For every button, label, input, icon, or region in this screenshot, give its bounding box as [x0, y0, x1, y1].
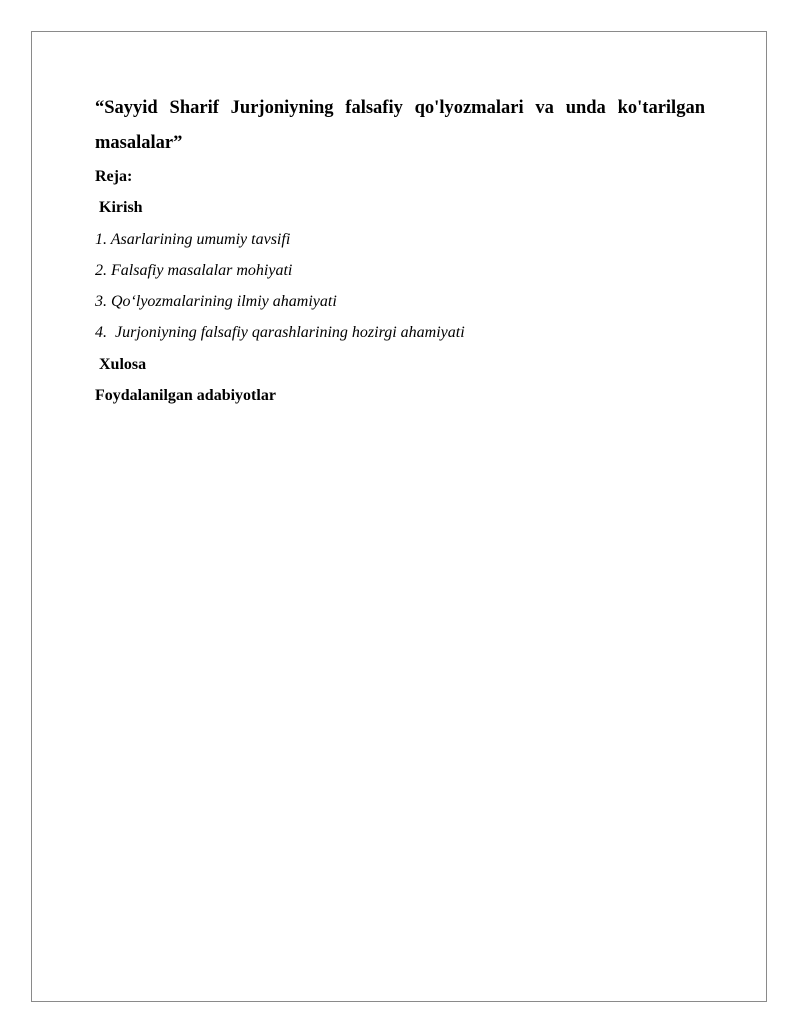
plan-item-3: 3. Qo‘lyozmalarining ilmiy ahamiyati: [95, 293, 337, 311]
document-title: “Sayyid Sharif Jurjoniyning falsafiy qo'lyozmalari va unda ko'tarilgan masalalar”: [95, 98, 705, 153]
plan-item-4: 4. Jurjoniyning falsafiy qarashlarining hozirgi ahamiyati: [95, 324, 465, 342]
plan-section-conclusion: Xulosa: [95, 355, 147, 373]
plan-item-2: 2. Falsafiy masalalar mohiyati: [95, 261, 293, 279]
plan-item-1: 1. Asarlarining umumiy tavsifi: [95, 230, 291, 248]
plan-section-references: Foydalanilgan adabiyotlar: [95, 387, 276, 405]
plan-section-intro: Kirish: [95, 199, 143, 217]
document-body: [95, 91, 705, 411]
plan-heading: Reja:: [95, 168, 133, 185]
